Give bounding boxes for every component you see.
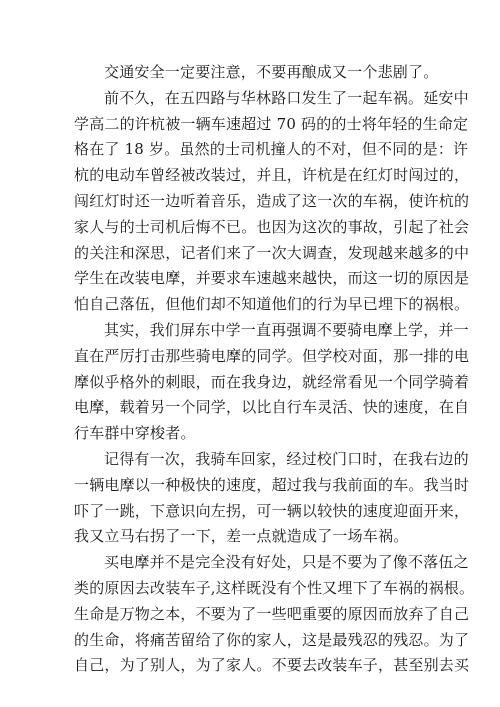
paragraph-2-line-3: 格在了 18 岁。虽然的士司机撞人的不对，但不同的是：许	[74, 140, 469, 159]
paragraph-2-line-1: 前不久，在五四路与华林路口发生了一起车祸。延安中	[104, 88, 469, 107]
paragraph-4-line-1: 记得有一次，我骑车回家，经过校门口时，在我右边的	[104, 449, 469, 468]
paragraph-4-line-3: 吓了一跳，下意识向左拐，可一辆以较快的速度迎面开来，	[74, 501, 470, 520]
paragraph-5-line-4: 的生命，将痛苦留给了你的家人，这是最残忍的残忍。为了	[74, 630, 470, 649]
paragraph-3-line-5: 行车群中穿梭者。	[74, 424, 196, 443]
paragraph-5-line-1: 买电摩并不是完全没有好处，只是不要为了像不落伍之	[104, 553, 469, 572]
paragraph-2-line-2: 学高二的许杭被一辆车速超过 70 码的的士将年轻的生命定	[74, 114, 469, 133]
paragraph-3-line-3: 摩似乎格外的刺眼，而在我身边，就经常看见一个同学骑着	[74, 372, 470, 391]
paragraph-2-line-6: 家人与的士司机后悔不已。也因为这次的事故，引起了社会	[74, 217, 470, 236]
paragraph-3-line-4: 电摩，载着另一个同学，以比自行车灵活、快的速度，在自	[74, 398, 470, 417]
paragraph-4-line-4: 我又立马右拐了一下，差一点就造成了一场车祸。	[74, 527, 409, 546]
article-body	[74, 60, 475, 679]
paragraph-2-line-5: 闯红灯时还一边听着音乐，造成了这一次的车祸，使许杭的	[74, 191, 470, 210]
paragraph-5-line-3: 生命是万物之本，不要为了一些吧重要的原因而放弃了自己	[74, 604, 470, 623]
paragraph-5-line-5: 自己，为了别人，为了家人。不要去改装车子，甚至别去买	[74, 656, 470, 675]
paragraph-3-line-2: 直在严厉打击那些骑电摩的同学。但学校对面，那一排的电	[74, 346, 470, 365]
paragraph-2-line-4: 杭的电动车曾经被改装过，并且，许杭是在红灯时闯过的，	[74, 166, 470, 185]
paragraph-1-line-1: 交通安全一定要注意，不要再酿成又一个悲剧了。	[104, 63, 439, 81]
paragraph-2-line-9: 怕自己落伍，但他们却不知道他们的行为早已埋下的祸根。	[74, 295, 470, 314]
paragraph-2-line-7: 的关注和深思，记者们来了一次大调查，发现越来越多的中	[74, 243, 470, 262]
paragraph-3-line-1: 其实，我们屏东中学一直再强调不要骑电摩上学，并一	[104, 320, 469, 339]
paragraph-2-line-8: 学生在改装电摩，并要求车速越来越快，而这一切的原因是	[74, 269, 470, 288]
paragraph-5-line-2: 类的原因去改装车子,这样既没有个性又埋下了车祸的祸根。	[74, 578, 475, 597]
paragraph-4-line-2: 一辆电摩以一种极快的速度，超过我与我前面的车。我当时	[74, 475, 470, 494]
